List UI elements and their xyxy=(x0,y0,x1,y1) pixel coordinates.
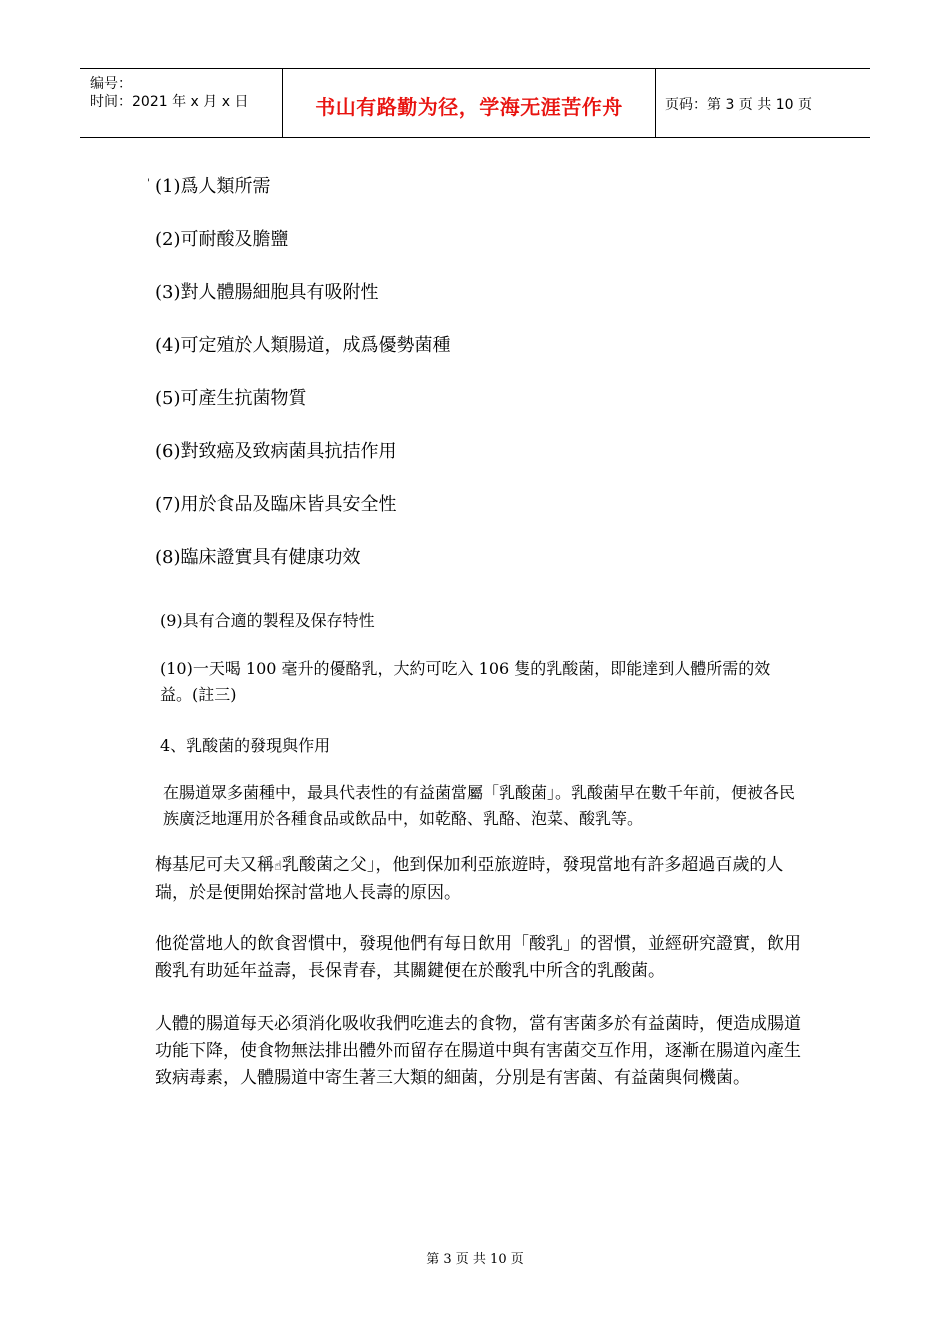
page-footer: 第 3 页 共 10 页 xyxy=(426,1252,524,1267)
paragraph-3: 他從當地人的飲食習慣中，發現他們有每日飲用「酸乳」的習慣，並經研究證實，飲用酸乳有助延年益壽，長保青春，其關鍵便在於酸乳中所含的乳酸菌。 xyxy=(155,934,801,981)
pointing-hand-icon: ☝ xyxy=(274,859,282,874)
section-heading: 4、乳酸菌的發現與作用 xyxy=(160,736,331,755)
page-header xyxy=(80,68,870,138)
header-meta-cell xyxy=(80,69,283,137)
header-page-number: 页码：第 3 页 共 10 页 xyxy=(665,97,812,113)
date-label: 时间：2021 年 x 月 x 日 xyxy=(90,94,249,110)
paragraph-2 xyxy=(155,852,805,907)
header-motto: 书山有路勤为径，学海无涯苦作舟 xyxy=(315,95,623,119)
paragraph-4: 人體的腸道每天必須消化吸收我們吃進去的食物，當有害菌多於有益菌時，便造成腸道功能下降，使食物無法排出體外而留存在腸道中與有害菌交互作用，逐漸在腸道內產生致病毒素，人體腸道中寄生著三大類的細菌，分別是有害菌、有益菌與伺機菌。 xyxy=(155,1014,801,1088)
list-item-10: (10)一天喝 100 毫升的優酪乳，大約可吃入 106 隻的乳酸菌，即能達到人體所需的效益。(註三) xyxy=(160,659,771,704)
list-item: (3)對人體腸細胞具有吸附性 xyxy=(155,282,379,303)
paragraph-2-start: 梅基尼可夫又稱 xyxy=(155,855,274,875)
paragraph-2-rest: 乳酸菌之父」，他到保加利亞旅遊時，發現當地有許多超過百歲的人瑞，於是便開始探討當地人長壽的原因。 xyxy=(155,855,784,903)
list-item: (6)對致癌及致病菌具抗拮作用 xyxy=(155,441,397,462)
number-label: 编号： xyxy=(90,76,132,92)
list-item-9: (9)具有合適的製程及保存特性 xyxy=(160,611,375,630)
header-motto-cell xyxy=(283,69,656,137)
list-item: (2)可耐酸及膽鹽 xyxy=(155,229,289,250)
header-page-cell xyxy=(656,69,870,137)
stray-mark: ' xyxy=(147,178,150,189)
paragraph-1: 在腸道眾多菌種中，最具代表性的有益菌當屬「乳酸菌」。乳酸菌早在數千年前，便被各民族廣泛地運用於各種食品或飲品中，如乾酪、乳酪、泡菜、酸乳等。 xyxy=(163,783,796,828)
list-item: (7)用於食品及臨床皆具安全性 xyxy=(155,494,397,515)
list-item: (8)臨床證實具有健康功效 xyxy=(155,547,361,568)
list-item: (1)爲人類所需 xyxy=(155,176,271,197)
list-item: (5)可產生抗菌物質 xyxy=(155,388,307,409)
list-item: (4)可定殖於人類腸道，成爲優勢菌種 xyxy=(155,335,451,356)
